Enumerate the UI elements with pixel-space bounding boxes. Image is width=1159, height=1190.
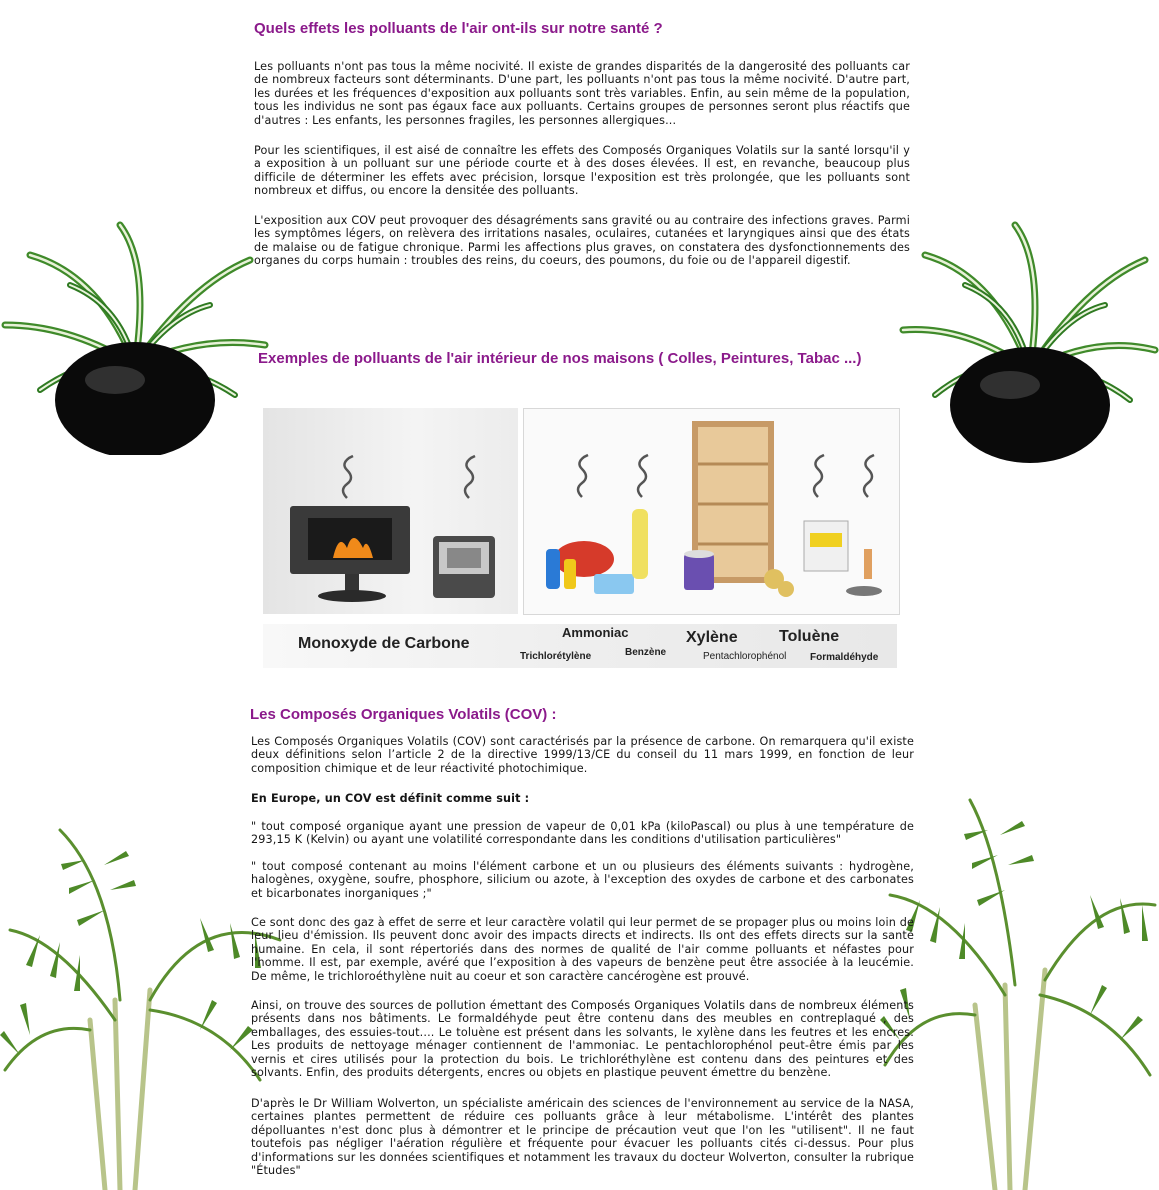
household-products-panel [523,408,900,615]
section-cov-heading: Les Composés Organiques Volatils (COV) : [250,706,557,723]
label-formaldehyde: Formaldéhyde [810,652,879,663]
cov-definition-2: " tout composé contenant au moins l'élément carbone et un ou plusieurs des éléments suivants : hydrogène, halogènes, oxygène, soufre, phosphore, silicium ou azote, à l'exception des oxydes de carbone et des carbonates et bicarbonates inorganiques ;" [251,860,914,900]
areca-palm-right-image [880,795,1159,1190]
spider-plant-left-image [0,215,270,455]
effects-paragraph-3: L'exposition aux COV peut provoquer des désagréments sans gravité ou au contraire des infections graves. Parmi les symptômes légers, on relèvera des irritations nasales, oculaires, cutanées et laryngiques ainsi que des états de malaise ou de fatigue chronique. Parmi les affections plus graves, on constatera des dysfonctionnements des organes du corps humain : troubles des reins, du coeurs, des poumons, du foie ou de l'appareil digestif. [254,214,910,268]
cov-paragraph-effects: Ce sont donc des gaz à effet de serre et leur caractère volatil qui leur permet de se propager plus ou moins loin de leur lieu d'émission. Ils peuvent donc avoir des impacts directs et indirects. Ils ont des effets directs sur la santé humaine. En cela, il sont répertoriés dans des normes de qualité de l'air comme polluants et néfastes pour l'homme. Il est, par exemple, avéré que l’exposition à des vapeurs de benzène peut être associée à la leucémie. De même, le trichloroéthylène nuit au coeur et son caractère cancérogène est prouvé. [251,916,914,983]
cov-paragraph-sources: Ainsi, on trouve des sources de pollution émettant des Composés Organiques Volatils dans de nombreux éléments présents dans nos bâtiments. Le formaldéhyde peut être contenu dans des meubles en contreplaqué , des emballages, des essuies-tout.... Le toluène est présent dans les solvants, le xylène dans les feutres et les encres. Les produits de nettoyage ménager contiennent de l'ammoniac. Le pentachlorophénol peut-être émis par les vernis et cires utilisés pour la protection du bois. Le trichloréthylène est contenu dans des peintures et des solvants. Enfin, des produits détergents, encres ou objets en plastique peuvent émettre du benzène. [251,999,914,1080]
label-trichloretylene: Trichlorétylène [520,651,592,662]
household-products-image [524,409,899,614]
areca-palm-left-image [0,820,290,1190]
pollutant-labels-bar [263,624,897,668]
spider-plant-right-image [895,215,1159,465]
cov-definition-title: En Europe, un COV est définit comme suit : [251,792,530,805]
label-xylene: Xylène [686,629,738,646]
label-ammoniac: Ammoniac [562,625,629,640]
cov-paragraph-1: Les Composés Organiques Volatils (COV) sont caractérisés par la présence de carbone. On remarquera qu'il existe deux définitions selon l’article 2 de la directive 1999/13/CE du conseil du 11 mars 1999, en fonction de leur composition chimique et de leur réactivité photochimique. [251,735,914,775]
pollutants-illustration [263,408,899,668]
cov-paragraph-wolverton: D'après le Dr William Wolverton, un spécialiste américain des sciences de l'environnement au service de la NASA, certaines plantes permettent de réduire ces polluants grâce à leur métabolisme. L'intérêt des plantes dépolluantes n'est donc plus à démontrer et le principe de précaution veut que l'on les "utilisent". Il ne faut toutefois pas négliger l'aération régulière et fréquente pour évacuer les polluants cités ci-dessus. Pour plus d'informations sur les données scientifiques et notamment les travaux du docteur Wolverton, consulter la rubrique "Études" [251,1097,914,1178]
label-monoxyde: Monoxyde de Carbone [298,635,470,652]
stove-heater-image [263,408,518,614]
label-benzene: Benzène [625,647,667,658]
section-effects-heading: Quels effets les polluants de l'air ont-ils sur notre santé ? [254,20,663,37]
label-toluene: Toluène [779,628,840,645]
effects-paragraph-1: Les polluants n'ont pas tous la même nocivité. Il existe de grandes disparités de la dangerosité des polluants car de nombreux facteurs sont déterminants. D'une part, les polluants n'ont pas tous la même nocivité. D'autre part, les durées et les fréquences d'exposition aux polluants sont très variables. Enfin, au sein même de la population, tous les individus ne sont pas égaux face aux polluants. Certains groupes de personnes seront plus réactifs que d'autres : Les enfants, les personnes fragiles, les personnes allergiques... [254,60,910,127]
section-examples-heading: Exemples de polluants de l'air intérieur de nos maisons ( Colles, Peintures, Tabac ...) [258,350,862,367]
effects-paragraph-2: Pour les scientifiques, il est aisé de connaître les effets des Composés Organiques Volatils sur la santé lorsqu'il y a exposition à un polluant sur une période courte et à des doses élevées. Il est, en revanche, beaucoup plus difficile de déterminer les effets avec précision, lorsque l'exposition est très prolongée, que les polluants sont nombreux et diffus, ou encore la densitée des polluants. [254,144,910,198]
cov-definition-1: " tout composé organique ayant une pression de vapeur de 0,01 kPa (kiloPascal) ou plus à une température de 293,15 K (Kelvin) ou ayant une volatilité correspondante dans les conditions d'utilisation particulières" [251,820,914,847]
combustion-panel [263,408,518,614]
label-pentachlorophenol: Pentachlorophénol [703,651,787,662]
